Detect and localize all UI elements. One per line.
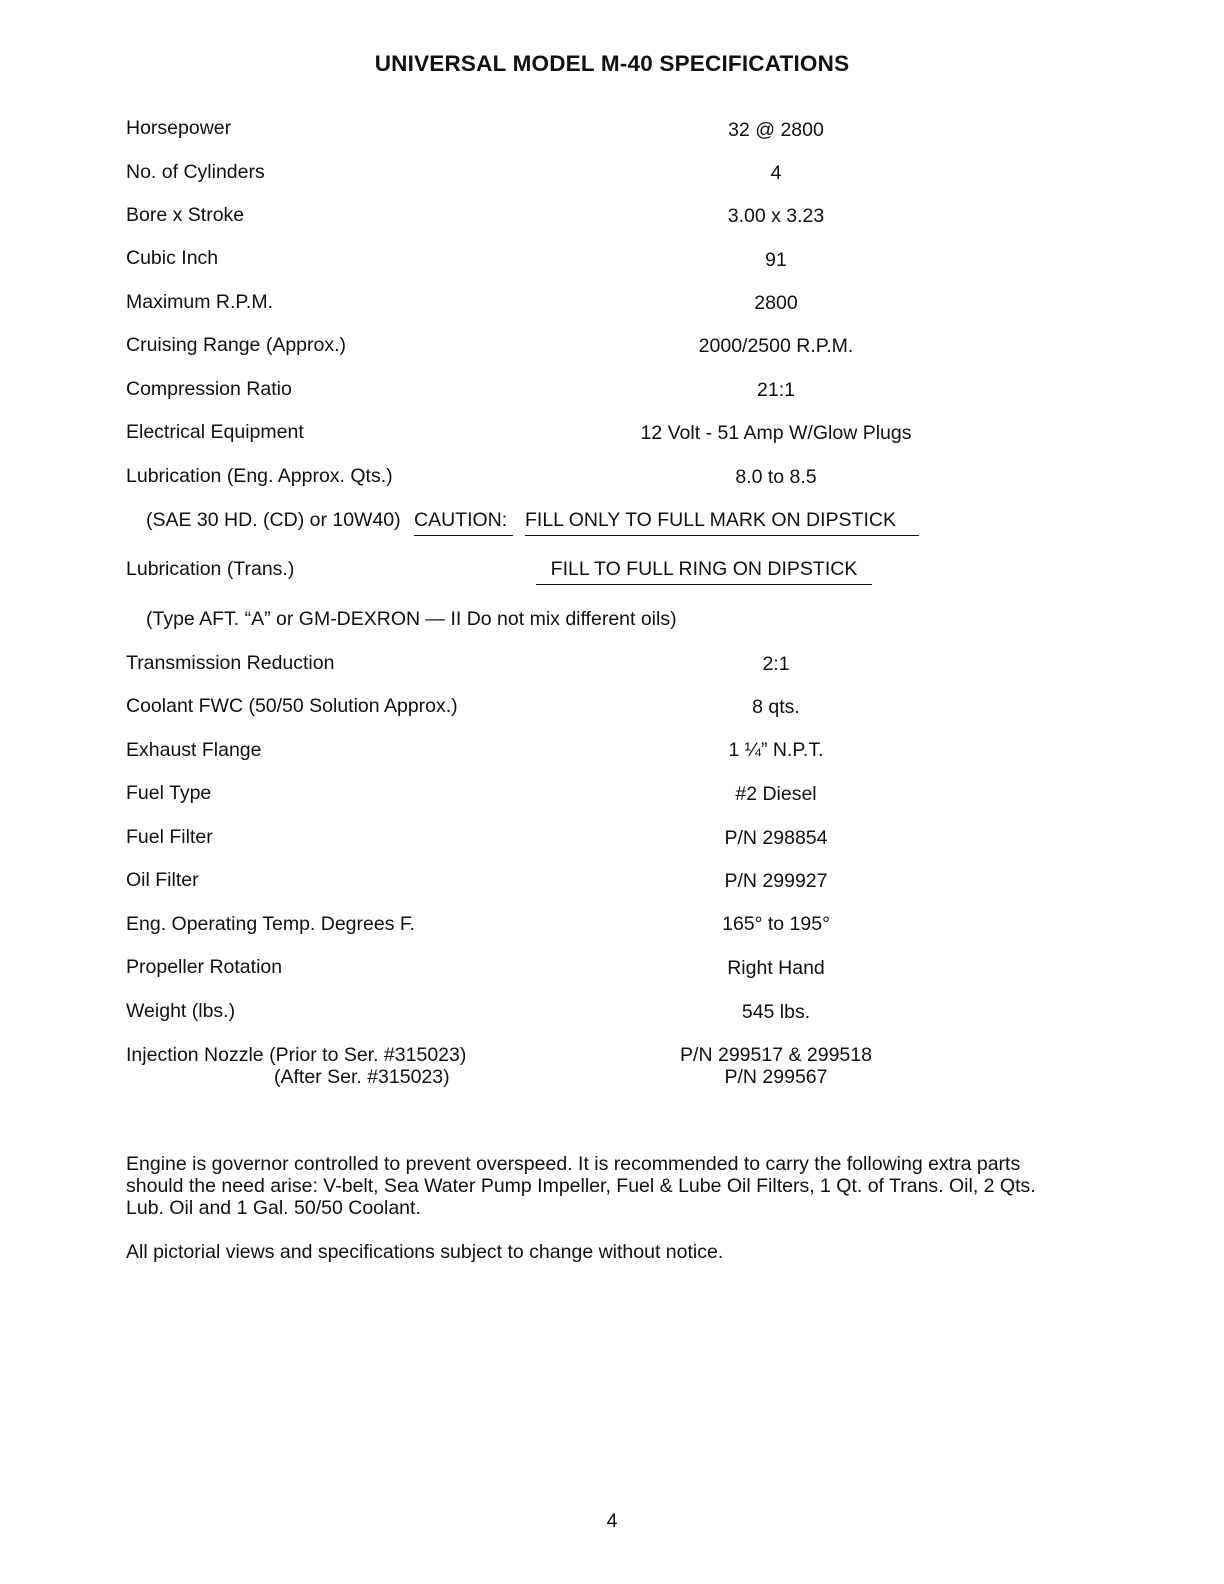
spec-value: 2000/2500 R.P.M. xyxy=(698,335,854,357)
spec-value: 91 xyxy=(765,249,787,271)
spec-label: Eng. Operating Temp. Degrees F. xyxy=(126,913,416,935)
oil-fill-instruction: FILL ONLY TO FULL MARK ON DIPSTICK xyxy=(525,509,919,536)
spec-value: #2 Diesel xyxy=(735,783,817,805)
spec-label: Horsepower xyxy=(126,117,232,139)
caution-label: CAUTION: xyxy=(414,509,513,536)
trans-label: Lubrication (Trans.) xyxy=(126,558,295,580)
spec-value: 21:1 xyxy=(757,379,795,401)
page-number: 4 xyxy=(606,1510,618,1532)
spec-label: Exhaust Flange xyxy=(126,739,262,761)
spec-label: Coolant FWC (50/50 Solution Approx.) xyxy=(126,695,458,717)
spec-value: 4 xyxy=(770,162,782,184)
nozzle-value-prior: P/N 299517 & 299518 xyxy=(680,1044,872,1066)
spec-label: Transmission Reduction xyxy=(126,652,335,674)
nozzle-label-after: (After Ser. #315023) xyxy=(274,1066,450,1088)
spec-value: 165° to 195° xyxy=(722,913,830,935)
trans-fill-instruction: FILL TO FULL RING ON DIPSTICK xyxy=(536,558,872,585)
page-title: UNIVERSAL MODEL M-40 SPECIFICATIONS xyxy=(374,51,850,76)
spec-label: Fuel Filter xyxy=(126,826,213,848)
spec-value: 8.0 to 8.5 xyxy=(735,466,817,488)
spec-label: Fuel Type xyxy=(126,782,212,804)
spec-label: Maximum R.P.M. xyxy=(126,291,273,313)
spec-label: No. of Cylinders xyxy=(126,161,265,183)
spec-label: Electrical Equipment xyxy=(126,421,304,443)
spec-label: Propeller Rotation xyxy=(126,956,283,978)
spec-value: 2800 xyxy=(754,292,798,314)
spec-label: Cubic Inch xyxy=(126,247,219,269)
spare-parts-note: Engine is governor controlled to prevent overspeed. It is recommended to carry the following extra parts should the need arise: V-belt, Sea Water Pump Impeller, Fuel & Lube Oil Filters, 1 Qt. of Trans. Oil, 2 Qts. Lub. Oil and 1 Gal. 50/50 Coolant. xyxy=(126,1153,1036,1219)
spec-value: 2:1 xyxy=(762,653,790,675)
spec-label: Weight (lbs.) xyxy=(126,1000,236,1022)
spec-label: Oil Filter xyxy=(126,869,199,891)
disclaimer-note: All pictorial views and specifications subject to change without notice. xyxy=(126,1241,724,1263)
spec-value: 8 qts. xyxy=(752,696,800,718)
nozzle-label: Injection Nozzle (Prior to Ser. #315023) xyxy=(126,1044,467,1066)
spec-value: P/N 298854 xyxy=(724,827,828,849)
spec-label: Bore x Stroke xyxy=(126,204,245,226)
spec-value: P/N 299927 xyxy=(724,870,828,892)
spec-value: 3.00 x 3.23 xyxy=(727,205,825,227)
spec-value: Right Hand xyxy=(727,957,825,979)
spec-label: Lubrication (Eng. Approx. Qts.) xyxy=(126,465,393,487)
oil-type-note: (SAE 30 HD. (CD) or 10W40) xyxy=(146,509,401,531)
spec-value: 1 ¼” N.P.T. xyxy=(728,739,824,761)
spec-value: 545 lbs. xyxy=(741,1001,811,1023)
spec-label: Compression Ratio xyxy=(126,378,292,400)
spec-label: Cruising Range (Approx.) xyxy=(126,334,347,356)
nozzle-value-after: P/N 299567 xyxy=(724,1066,828,1088)
trans-oil-note: (Type AFT. “A” or GM-DEXRON — II Do not mix different oils) xyxy=(146,608,677,630)
spec-value: 12 Volt - 51 Amp W/Glow Plugs xyxy=(640,422,912,444)
spec-value: 32 @ 2800 xyxy=(728,119,824,141)
